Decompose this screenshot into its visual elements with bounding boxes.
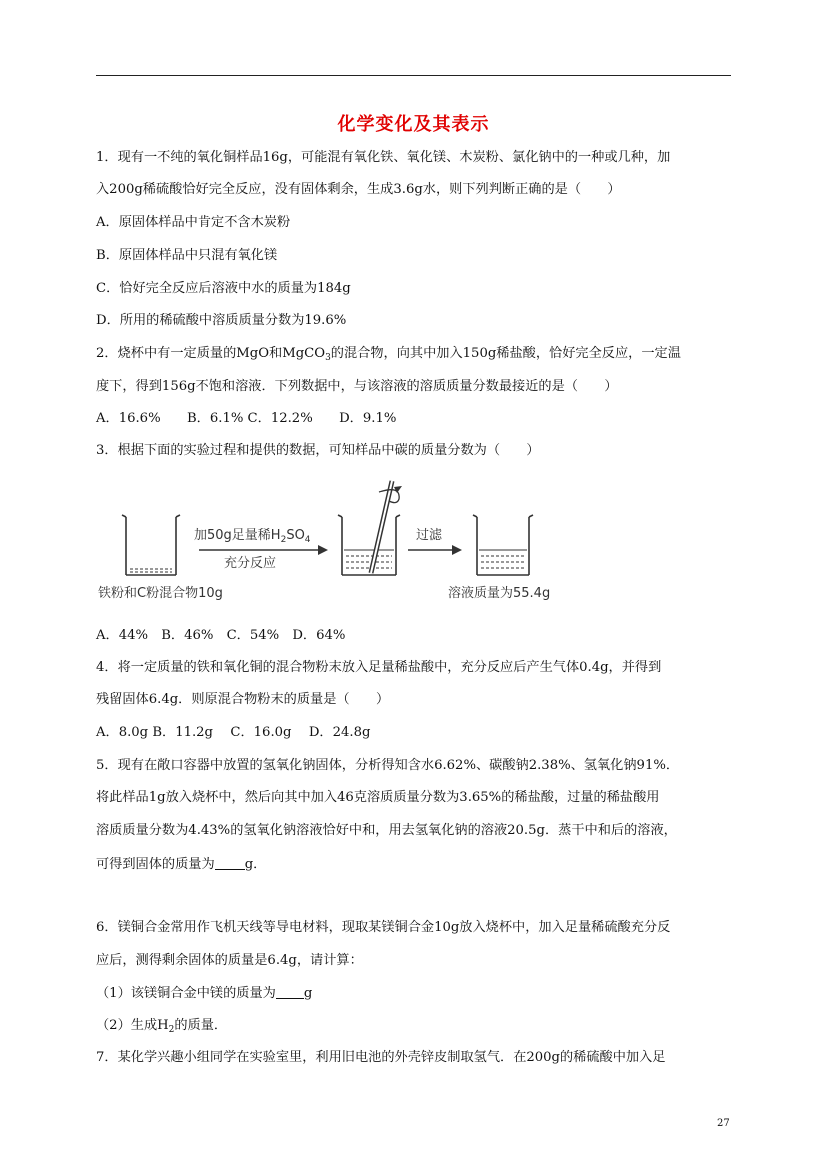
q3-options: A．44% B．46% C．54% D．64% [96, 628, 346, 643]
q1-line2: 入200g稀硫酸恰好完全反应，没有固体剩余，生成3.6g水，则下列判断正确的是（ ） [96, 182, 621, 197]
beaker-left [122, 515, 180, 575]
page-number: 27 [717, 1118, 730, 1129]
q5-line4-b: g． [244, 857, 267, 872]
q7-line1: 7．某化学兴趣小组同学在实验室里，利用旧电池的外壳锌皮制取氢气．在200g的稀硫酸中加入足 [96, 1050, 666, 1065]
right-caption: 溶液质量为55.4g [448, 586, 551, 601]
arrow-add-acid [199, 545, 328, 555]
q6-sub1-b: g [303, 986, 313, 1001]
arrow1-top-label: 加50g足量稀$H_2SO_4$ [194, 528, 311, 545]
q2-line1 [96, 346, 681, 366]
arrow-filter [408, 545, 462, 555]
q1-option-a: A．原固体样品中肯定不含木炭粉 [96, 215, 291, 230]
q1-option-d: D．所用的稀硫酸中溶质质量分数为19.6% [96, 313, 347, 328]
q6-line1: 6．镁铜合金常用作飞机天线等导电材料，现取某镁铜合金10g放入烧杯中，加入足量稀硫酸充分反 [96, 920, 671, 935]
q5-answer-blank [215, 856, 245, 870]
q3-line1: 3．根据下面的实验过程和提供的数据，可知样品中碳的质量分数为（ ） [96, 443, 540, 458]
q2-line1-b: 的混合物，向其中加入150g稀盐酸，恰好完全反应，一定温 [330, 346, 681, 361]
q5-line2: 将此样品1g放入烧杯中，然后向其中加入46克溶质质量分数为3.65%的稀盐酸，过量的稀盐酸用 [96, 790, 660, 805]
beaker-middle [338, 515, 400, 575]
q4-options: A．8.0g B．11.2g C．16.0g D．24.8g [96, 725, 371, 740]
q1-option-b: B．原固体样品中只混有氧化镁 [96, 248, 278, 263]
page-title: 化学变化及其表示 [337, 114, 490, 135]
beaker-right [473, 515, 533, 575]
q5-line1: 5．现有在敞口容器中放置的氢氧化钠固体，分析得知含水6.62%、碳酸钠2.38%、氢氧化钠91%． [96, 758, 680, 773]
arrow1-bottom-label: 充分反应 [224, 556, 277, 571]
q6-line2: 应后，测得剩余固体的质量是6.4g，请计算： [96, 953, 363, 968]
q5-line3: 溶质质量分数为4.43%的氢氧化钠溶液恰好中和，用去氢氧化钠的溶液20.5g．蒸干中和后的溶液， [96, 823, 677, 838]
q2-line2: 度下，得到156g不饱和溶液．下列数据中，与该溶液的溶质质量分数最接近的是（ ） [96, 379, 618, 394]
q6-answer-blank [276, 985, 304, 999]
left-caption: 铁粉和C粉混合物10g [98, 586, 223, 601]
q2-options: A．16.6% B．6.1% C．12.2% D．9.1% [96, 411, 397, 426]
q6-sub2 [96, 1018, 227, 1038]
q6-sub1-a: （1）该镁铜合金中镁的质量为 [96, 986, 276, 1001]
stirring-rod [371, 481, 402, 573]
q6-sub2-a: （2）生成H [96, 1018, 169, 1033]
arrow2-top-label: 过滤 [416, 528, 443, 543]
q4-line2: 残留固体6.4g．则原混合物粉末的质量是（ ） [96, 692, 390, 707]
q6-sub2-sub: 2 [168, 1025, 175, 1035]
q5-line4 [96, 856, 266, 873]
q1-line1: 1．现有一不纯的氧化铜样品16g，可能混有氧化铁、氧化镁、木炭粉、氯化钠中的一种或几种，加 [96, 150, 671, 165]
q5-line4-a: 可得到固体的质量为 [96, 857, 215, 872]
header-rule [96, 75, 731, 76]
q2-line1-a: 2．烧杯中有一定质量的MgO和MgCO [96, 346, 326, 361]
q6-sub1 [96, 985, 312, 1002]
q2-line1-sub: 3 [325, 353, 331, 363]
experiment-figure [96, 467, 562, 607]
q1-option-c: C．恰好完全反应后溶液中水的质量为184g [96, 281, 351, 296]
q6-sub2-b: 的质量． [174, 1018, 228, 1033]
q4-line1: 4．将一定质量的铁和氧化铜的混合物粉末放入足量稀盐酸中，充分反应后产生气体0.4g，并得到 [96, 660, 662, 675]
